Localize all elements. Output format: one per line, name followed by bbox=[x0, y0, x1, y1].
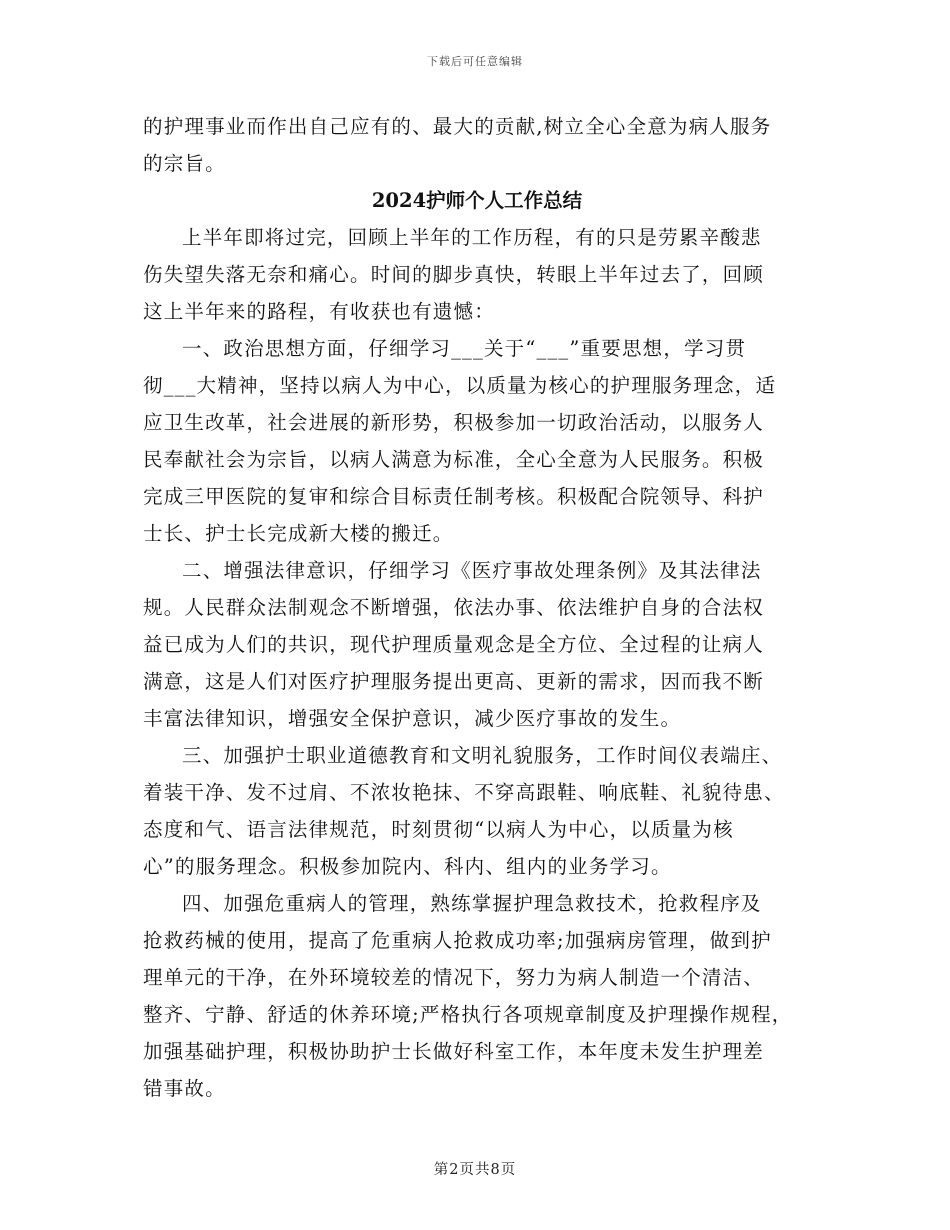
paragraph-critical-care bbox=[143, 885, 811, 1107]
text-line: 的护理事业而作出自己应有的、最大的贡献,树立全心全意为病人服务 bbox=[143, 115, 772, 138]
text-line: 上半年即将过完，回顾上半年的工作历程，有的只是劳累辛酸悲 bbox=[182, 226, 762, 249]
text-line: 彻___大精神，坚持以病人为中心，以质量为核心的护理服务理念，适 bbox=[143, 374, 777, 397]
text-line: 士长、护士长完成新大楼的搬迁。 bbox=[143, 522, 454, 545]
text-line: 错事故。 bbox=[143, 1077, 226, 1100]
text-line: 完成三甲医院的复审和综合目标责任制考核。积极配合院领导、科护 bbox=[143, 485, 765, 508]
page-header: 下载后可任意编辑 bbox=[427, 55, 523, 68]
text-line: 四、加强危重病人的管理，熟练掌握护理急救技术，抢救程序及 bbox=[182, 892, 762, 915]
paragraph-ethics bbox=[143, 737, 811, 885]
text-line: 应卫生改革，社会进展的新形势，积极参加一切政治活动，以服务人 bbox=[143, 411, 765, 434]
text-line: 态度和气、语言法律规范，时刻贯彻“以病人为中心，以质量为核 bbox=[143, 818, 734, 841]
text-line: 二、增强法律意识，仔细学习《医疗事故处理条例》及其法律法 bbox=[182, 559, 762, 582]
document-title: 2024护师个人工作总结 bbox=[371, 189, 583, 212]
text-line: 一、政治思想方面，仔细学习___关于“___”重要思想，学习贯 bbox=[182, 337, 747, 360]
text-line: 抢救药械的使用，提高了危重病人抢救成功率;加强病房管理，做到护 bbox=[143, 929, 772, 952]
text-line: 三、加强护士职业道德教育和文明礼貌服务，工作时间仪表端庄、 bbox=[182, 744, 783, 767]
text-line: 满意，这是人们对医疗护理服务提出更高、更新的需求，因而我不断 bbox=[143, 670, 765, 693]
page-number: 第2页共8页 bbox=[433, 1162, 517, 1178]
text-line: 整齐、宁静、舒适的休养环境;严格执行各项规章制度及护理操作规程， bbox=[143, 1003, 793, 1026]
text-line: 心”的服务理念。积极参加院内、科内、组内的业务学习。 bbox=[143, 855, 672, 878]
text-line: 的宗旨。 bbox=[143, 152, 226, 175]
text-line: 民奉献社会为宗旨，以病人满意为标准，全心全意为人民服务。积极 bbox=[143, 448, 765, 471]
text-line: 规。人民群众法制观念不断增强，依法办事、依法维护自身的合法权 bbox=[143, 596, 765, 619]
text-line: 理单元的干净，在外环境较差的情况下，努力为病人制造一个清洁、 bbox=[143, 966, 765, 989]
text-line: 伤失望失落无奈和痛心。时间的脚步真快，转眼上半年过去了，回顾 bbox=[143, 263, 765, 286]
paragraph-legal bbox=[143, 552, 811, 737]
text-line: 加强基础护理，积极协助护士长做好科室工作，本年度未发生护理差 bbox=[143, 1040, 765, 1063]
paragraph-intro bbox=[143, 219, 811, 330]
text-line: 这上半年来的路程，有收获也有遗憾： bbox=[143, 300, 495, 323]
text-line: 着装干净、发不过肩、不浓妆艳抹、不穿高跟鞋、响底鞋、礼貌待患、 bbox=[143, 781, 785, 804]
document-body bbox=[143, 108, 811, 1107]
text-line: 丰富法律知识，增强安全保护意识，减少医疗事故的发生。 bbox=[143, 707, 682, 730]
paragraph-political bbox=[143, 330, 811, 552]
text-line: 益已成为人们的共识，现代护理质量观念是全方位、全过程的让病人 bbox=[143, 633, 765, 656]
